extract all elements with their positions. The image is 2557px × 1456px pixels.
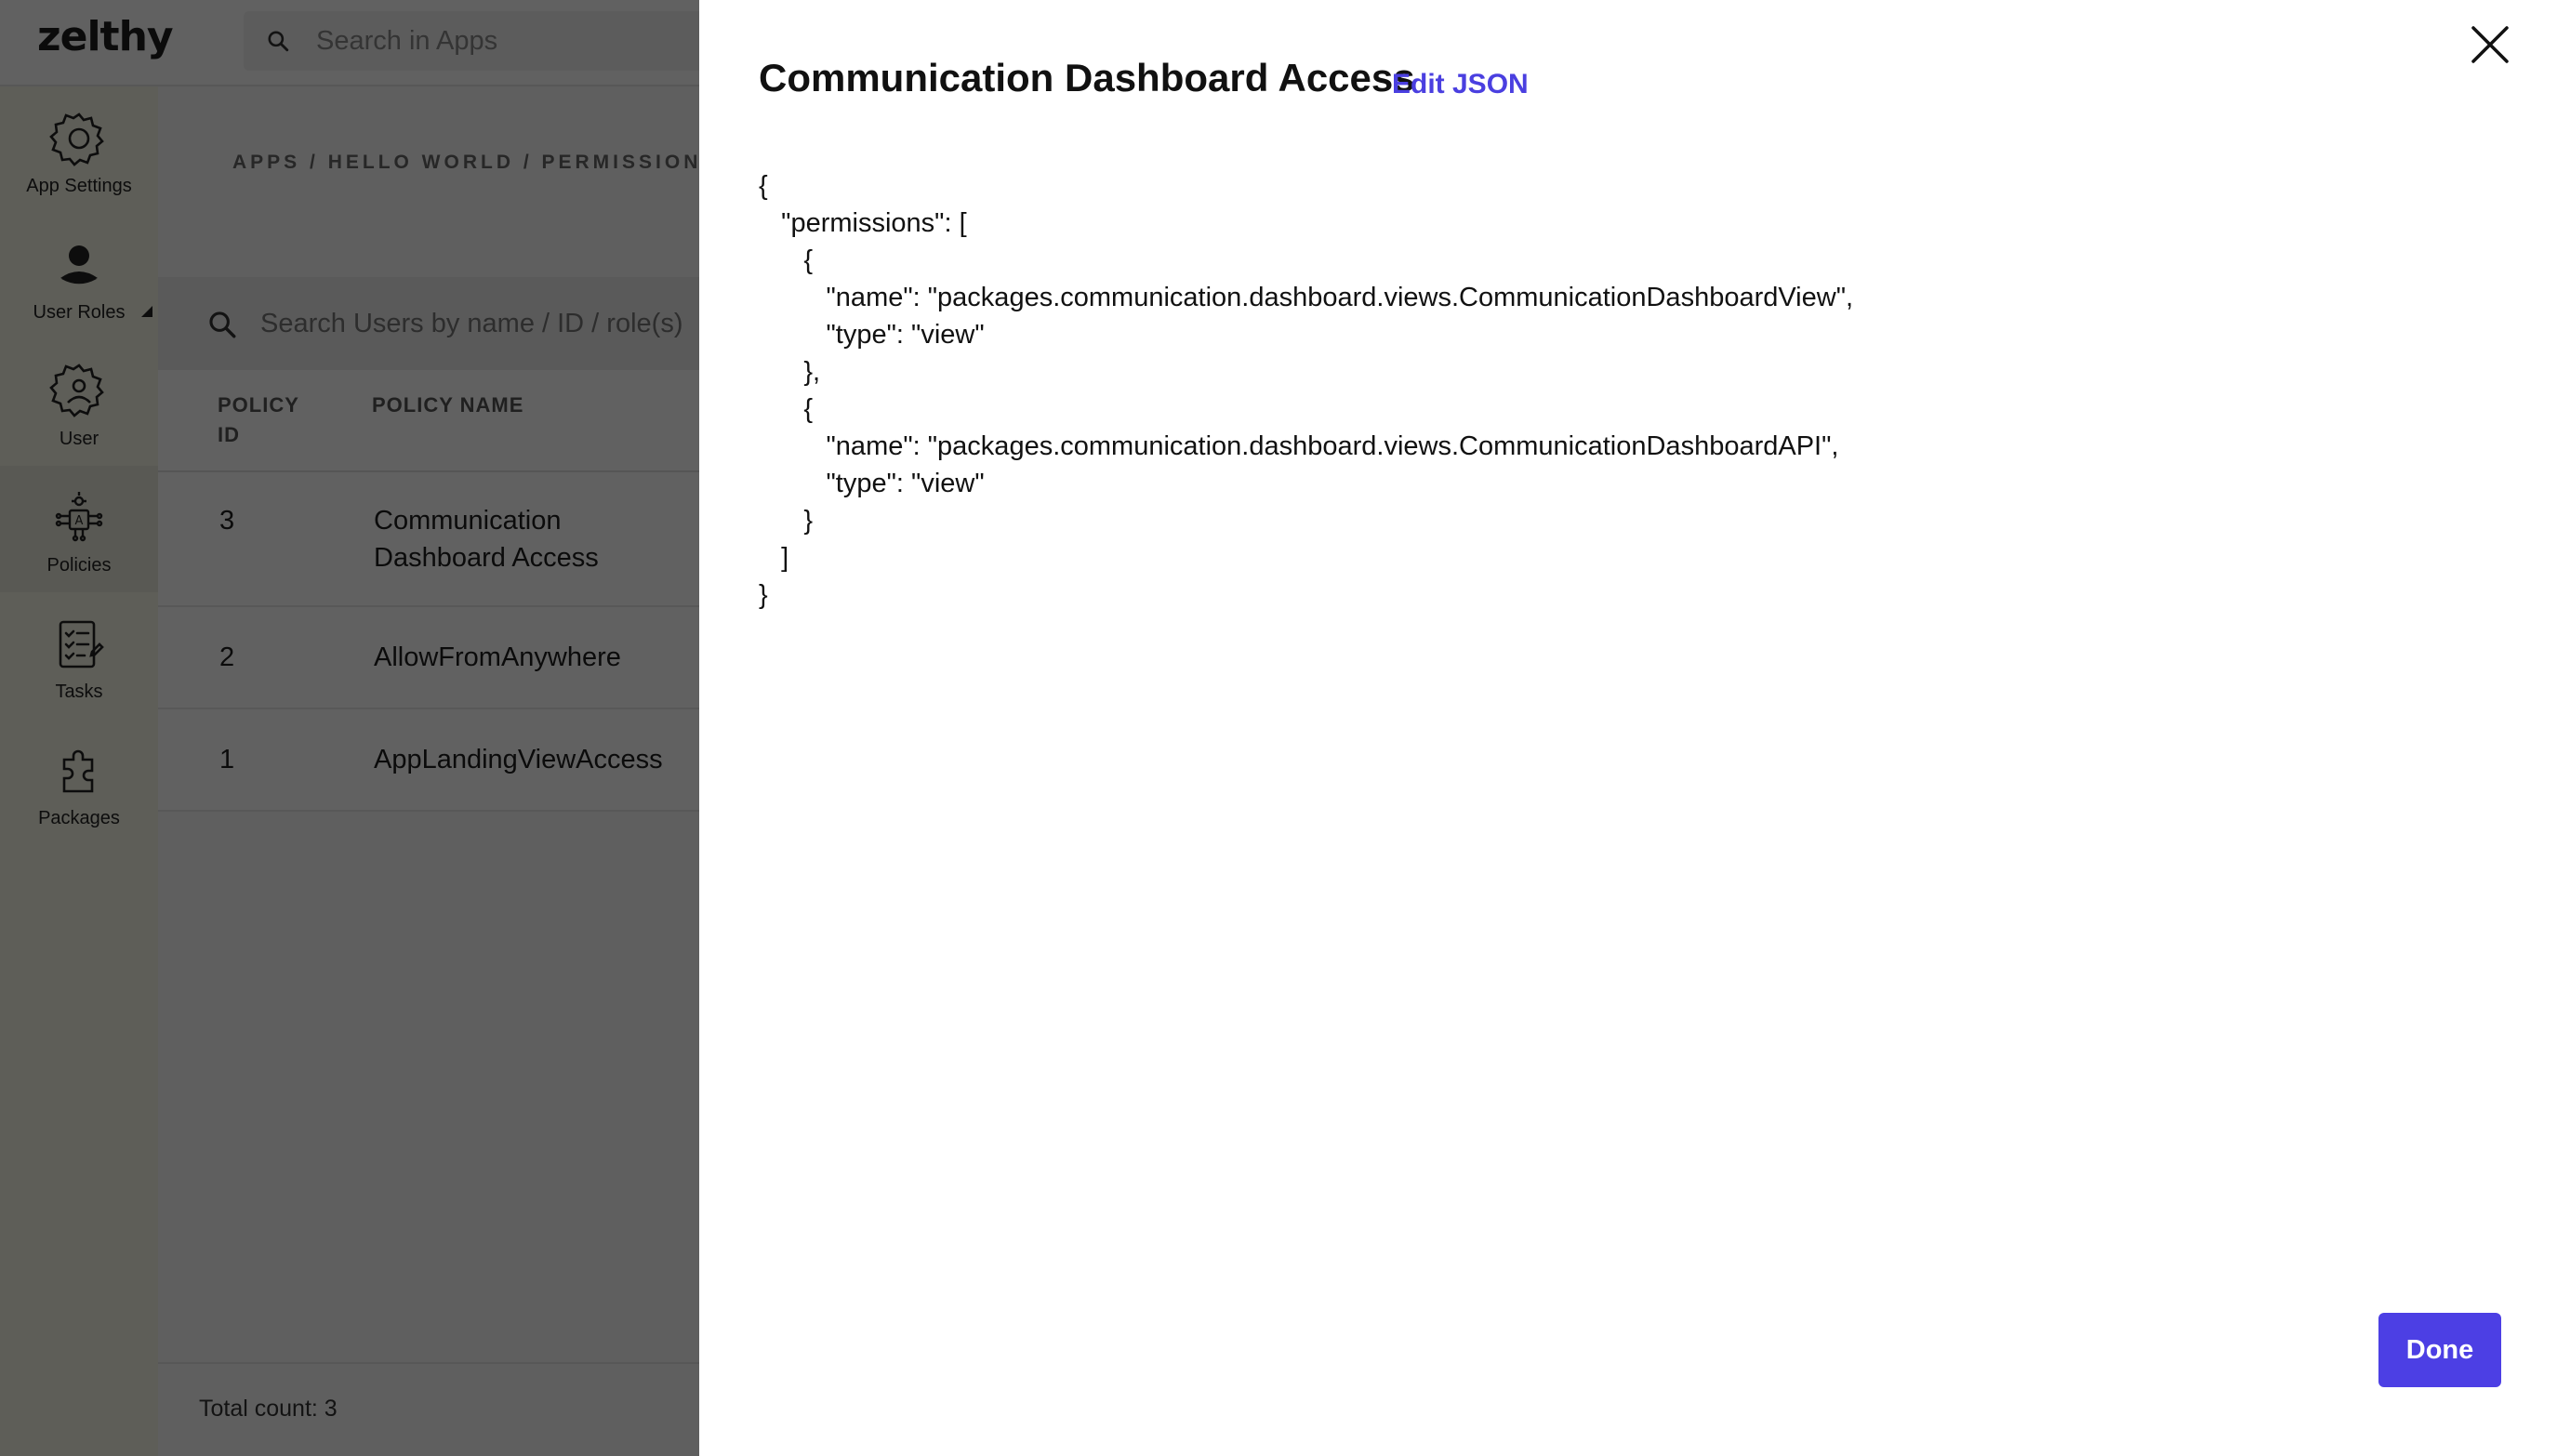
json-line: { (759, 245, 814, 275)
json-line: { (759, 171, 768, 201)
drawer-title: Communication Dashboard Access (759, 56, 1415, 99)
json-line: "permissions": [ (759, 208, 967, 238)
json-line: ] (759, 543, 789, 573)
json-line: "name": "packages.communication.dashboard.views.CommunicationDashboardView", (759, 283, 1854, 312)
json-line: { (759, 394, 814, 424)
json-line: } (759, 506, 814, 536)
policy-json-view (759, 167, 1853, 614)
edit-json-link[interactable]: Edit JSON (1392, 69, 1529, 99)
json-line: }, (759, 357, 821, 387)
close-button[interactable] (2468, 22, 2512, 67)
close-icon (2468, 22, 2512, 67)
json-line: "type": "view" (759, 469, 985, 498)
policy-detail-drawer (699, 0, 2557, 1456)
done-button[interactable]: Done (2378, 1313, 2501, 1387)
json-line: "type": "view" (759, 320, 985, 350)
json-line: "name": "packages.communication.dashboard.views.CommunicationDashboardAPI", (759, 431, 1839, 461)
json-line: } (759, 580, 768, 610)
